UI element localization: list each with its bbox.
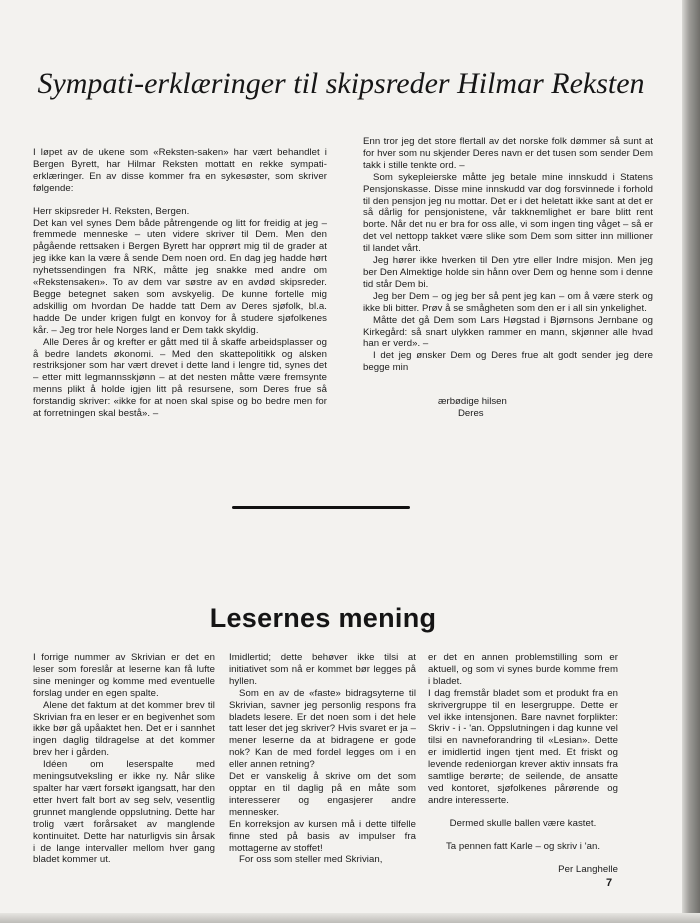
article-title: Sympati-erklæringer til skipsreder Hilmar Reksten xyxy=(37,67,645,100)
letter-paragraph: Måtte det gå Dem som Lars Høgstad i Bjørnsons Jernbane og Kirkegård: så snart ulykken rammer en mann, skjønner alle hvad han er verd». – xyxy=(363,314,653,350)
opinion-paragraph: Som en av de «faste» bidragsyterne til Skrivian, savner jeg personlig respons fra bladets lesere. Er det noen som i det hele tatt leser det jeg skriver? Hvis svaret er ja – mener leserne da at bidragene er gode nok? Kan de med fordel legges om i en eller annen retning? xyxy=(229,687,416,771)
letter-paragraph: I det jeg ønsker Dem og Deres frue alt godt sender jeg dere begge min xyxy=(363,350,653,374)
page-edge-shadow xyxy=(682,0,700,923)
opinion-column-3 xyxy=(428,652,618,876)
letter-signature: Deres xyxy=(458,408,484,419)
opinion-paragraph: Ta pennen fatt Karle – og skriv i 'an. xyxy=(445,840,601,852)
letter-closing: ærbødige hilsen xyxy=(438,396,507,407)
letter-paragraph: Som sykepleierske måtte jeg betale mine innskudd i Statens Pensjonskasse. Disse mine innskudd var dog forsvinnede i forhold til den pensjon jeg nu mottar. Det er i det heletatt ikke sant at det er så dårlig for pensjonistene, vår takknemlighet er bare blitt rent borte. Når det nu er bra for oss alle, vi som ingen ting våget – så er det vel nettopp takket være slike som Dem som sitter inn millioner til landet vårt. xyxy=(363,171,653,255)
opinion-paragraph: er det en annen problemstilling som er aktuell, og som vi synes burde komme frem i bladet. xyxy=(428,652,618,687)
letter-column-left xyxy=(33,147,327,420)
opinion-signature: Per Langhelle xyxy=(558,863,618,875)
opinion-paragraph: For oss som steller med Skrivian, xyxy=(239,854,383,866)
opinion-column-2 xyxy=(229,652,416,866)
page-bottom-edge xyxy=(0,913,700,923)
letter-paragraph: Jeg ber Dem – og jeg ber så pent jeg kan – om å være sterk og ikke bli bitter. Prøv å se smågheten som den er i all sin ynkelighet. xyxy=(363,290,653,314)
opinion-paragraph: I dag fremstår bladet som et produkt fra en skrivergruppe til en lesergruppe. Dette er vel ikke intensjonen. Bare navnet forplikter: Skriv - i - 'an. Oppslutningen i dag kunne vel tilsi en navneforandring til «Lesian». Dette er imidlertid ingen tjent med. Et friskt og levende redeniorgan krever aktiv innsats fra samtlige berørte; de seilende, de ansatte ved kontoret, sjøfolkenes pårørende og andre interesserte. xyxy=(428,687,618,806)
opinion-paragraph: I forrige nummer av Skrivian er det en leser som foreslår at leserne kan få lufte sine meninger og komme med eventuelle forslag under en egen spalte. xyxy=(33,652,215,699)
opinion-paragraph: En korreksjon av kursen må i dette tilfelle finne sted på basis av impulser fra mottagerne av stoffet! xyxy=(229,818,416,854)
opinion-paragraph: Det er vanskelig å skrive om det som opptar en til daglig på en måte som interesserer og engasjerer andre mennesker. xyxy=(229,771,416,818)
opinion-paragraph: Idéen om leserspalte med meningsutveksling er ikke ny. Når slike spalter har vært forsøkt igangsatt, har den etter hvert falt bort av seg selv, vesentlig grunnet manglende oppslutning. Dette har trolig vært forårsaket av manglende kontinuitet. Dette har naturligvis sin årsak i de lange intervaller mellom hver gang bladet kommer ut. xyxy=(33,759,215,866)
letter-paragraph: Jeg hører ikke hverken til Den ytre eller Indre misjon. Men jeg ber Den Almektige holde sin hånn over Dem og henne som i denne tid står Dem bi. xyxy=(363,255,653,290)
letter-paragraph: Enn tror jeg det store flertall av det norske folk dømmer så sunt at for hver som nu skjender Deres navn er det tusen som sender Dem takk i stille tenkte ord. – xyxy=(363,136,653,171)
opinion-column-1 xyxy=(33,652,215,866)
opinion-paragraph: Dermed skulle ballen være kastet. xyxy=(449,817,597,829)
letter-paragraph: Det kan vel synes Dem både påtrengende og litt for freidig at jeg – fremmede menneske – uten videre skriver til Dem. Men den pågående rettsaken i Bergen Byrett har opprørt mig til de grader at jeg ikke kan la være å sende Dem noen ord. En dag jeg hadde hørt nyhetssendingen fra NRK, måtte jeg snakke med andre om «Rekstensaken». To av dem var søstre av en avdød skipsreder. Begge betegnet saken som avskyelig. De kunne fortelle mig adskillig om hvordan De hadde tatt Dem av Deres sjøfolk, bl.a. hadde De under krigen fulgt en konvoy for å studere sjøfolkenes kår. – Jeg tror hele Norges land er Dem takk skyldig. xyxy=(33,217,327,336)
letter-intro: I løpet av de ukene som «Reksten-saken» har vært behandlet i Bergen Byrett, har Hilmar Reksten mottatt en rekke sympati-erklæringer. En av disse kommer fra en sykesøster, som skriver følgende: xyxy=(33,147,327,194)
letter-paragraph: Alle Deres år og krefter er gått med til å skaffe arbeidsplasser og å bedre landets økonomi. – Med den skattepolitikk og alsken restriksjoner som har vært drevet i dette land i lengre tid, synes det – etter mitt legmannsskjønn – at det nesten måtte være fremsynte menns plikt å holde igjen litt på resursene, som Deres frue så forstandig skriver: «ikke for at noen skal spise og bo bedre men for at forretningen skal bestå». – xyxy=(33,336,327,420)
section-title: Lesernes mening xyxy=(209,603,437,633)
section-divider xyxy=(232,506,410,509)
letter-greeting: Herr skipsreder H. Reksten, Bergen. xyxy=(33,205,190,217)
opinion-paragraph: Imidlertid; dette behøver ikke tilsi at initiativet som nå er kommet bør legges på hyllen. xyxy=(229,652,416,687)
letter-column-right xyxy=(363,136,653,374)
opinion-paragraph: Alene det faktum at det kommer brev til Skrivian fra en leser er en begivenhet som ikke bør gå upåaktet hen. Det er i sannhet ingen daglig tildragelse at det kommer brev her i gården. xyxy=(33,699,215,759)
page-number: 7 xyxy=(606,877,613,889)
letter-signoff xyxy=(363,396,653,420)
